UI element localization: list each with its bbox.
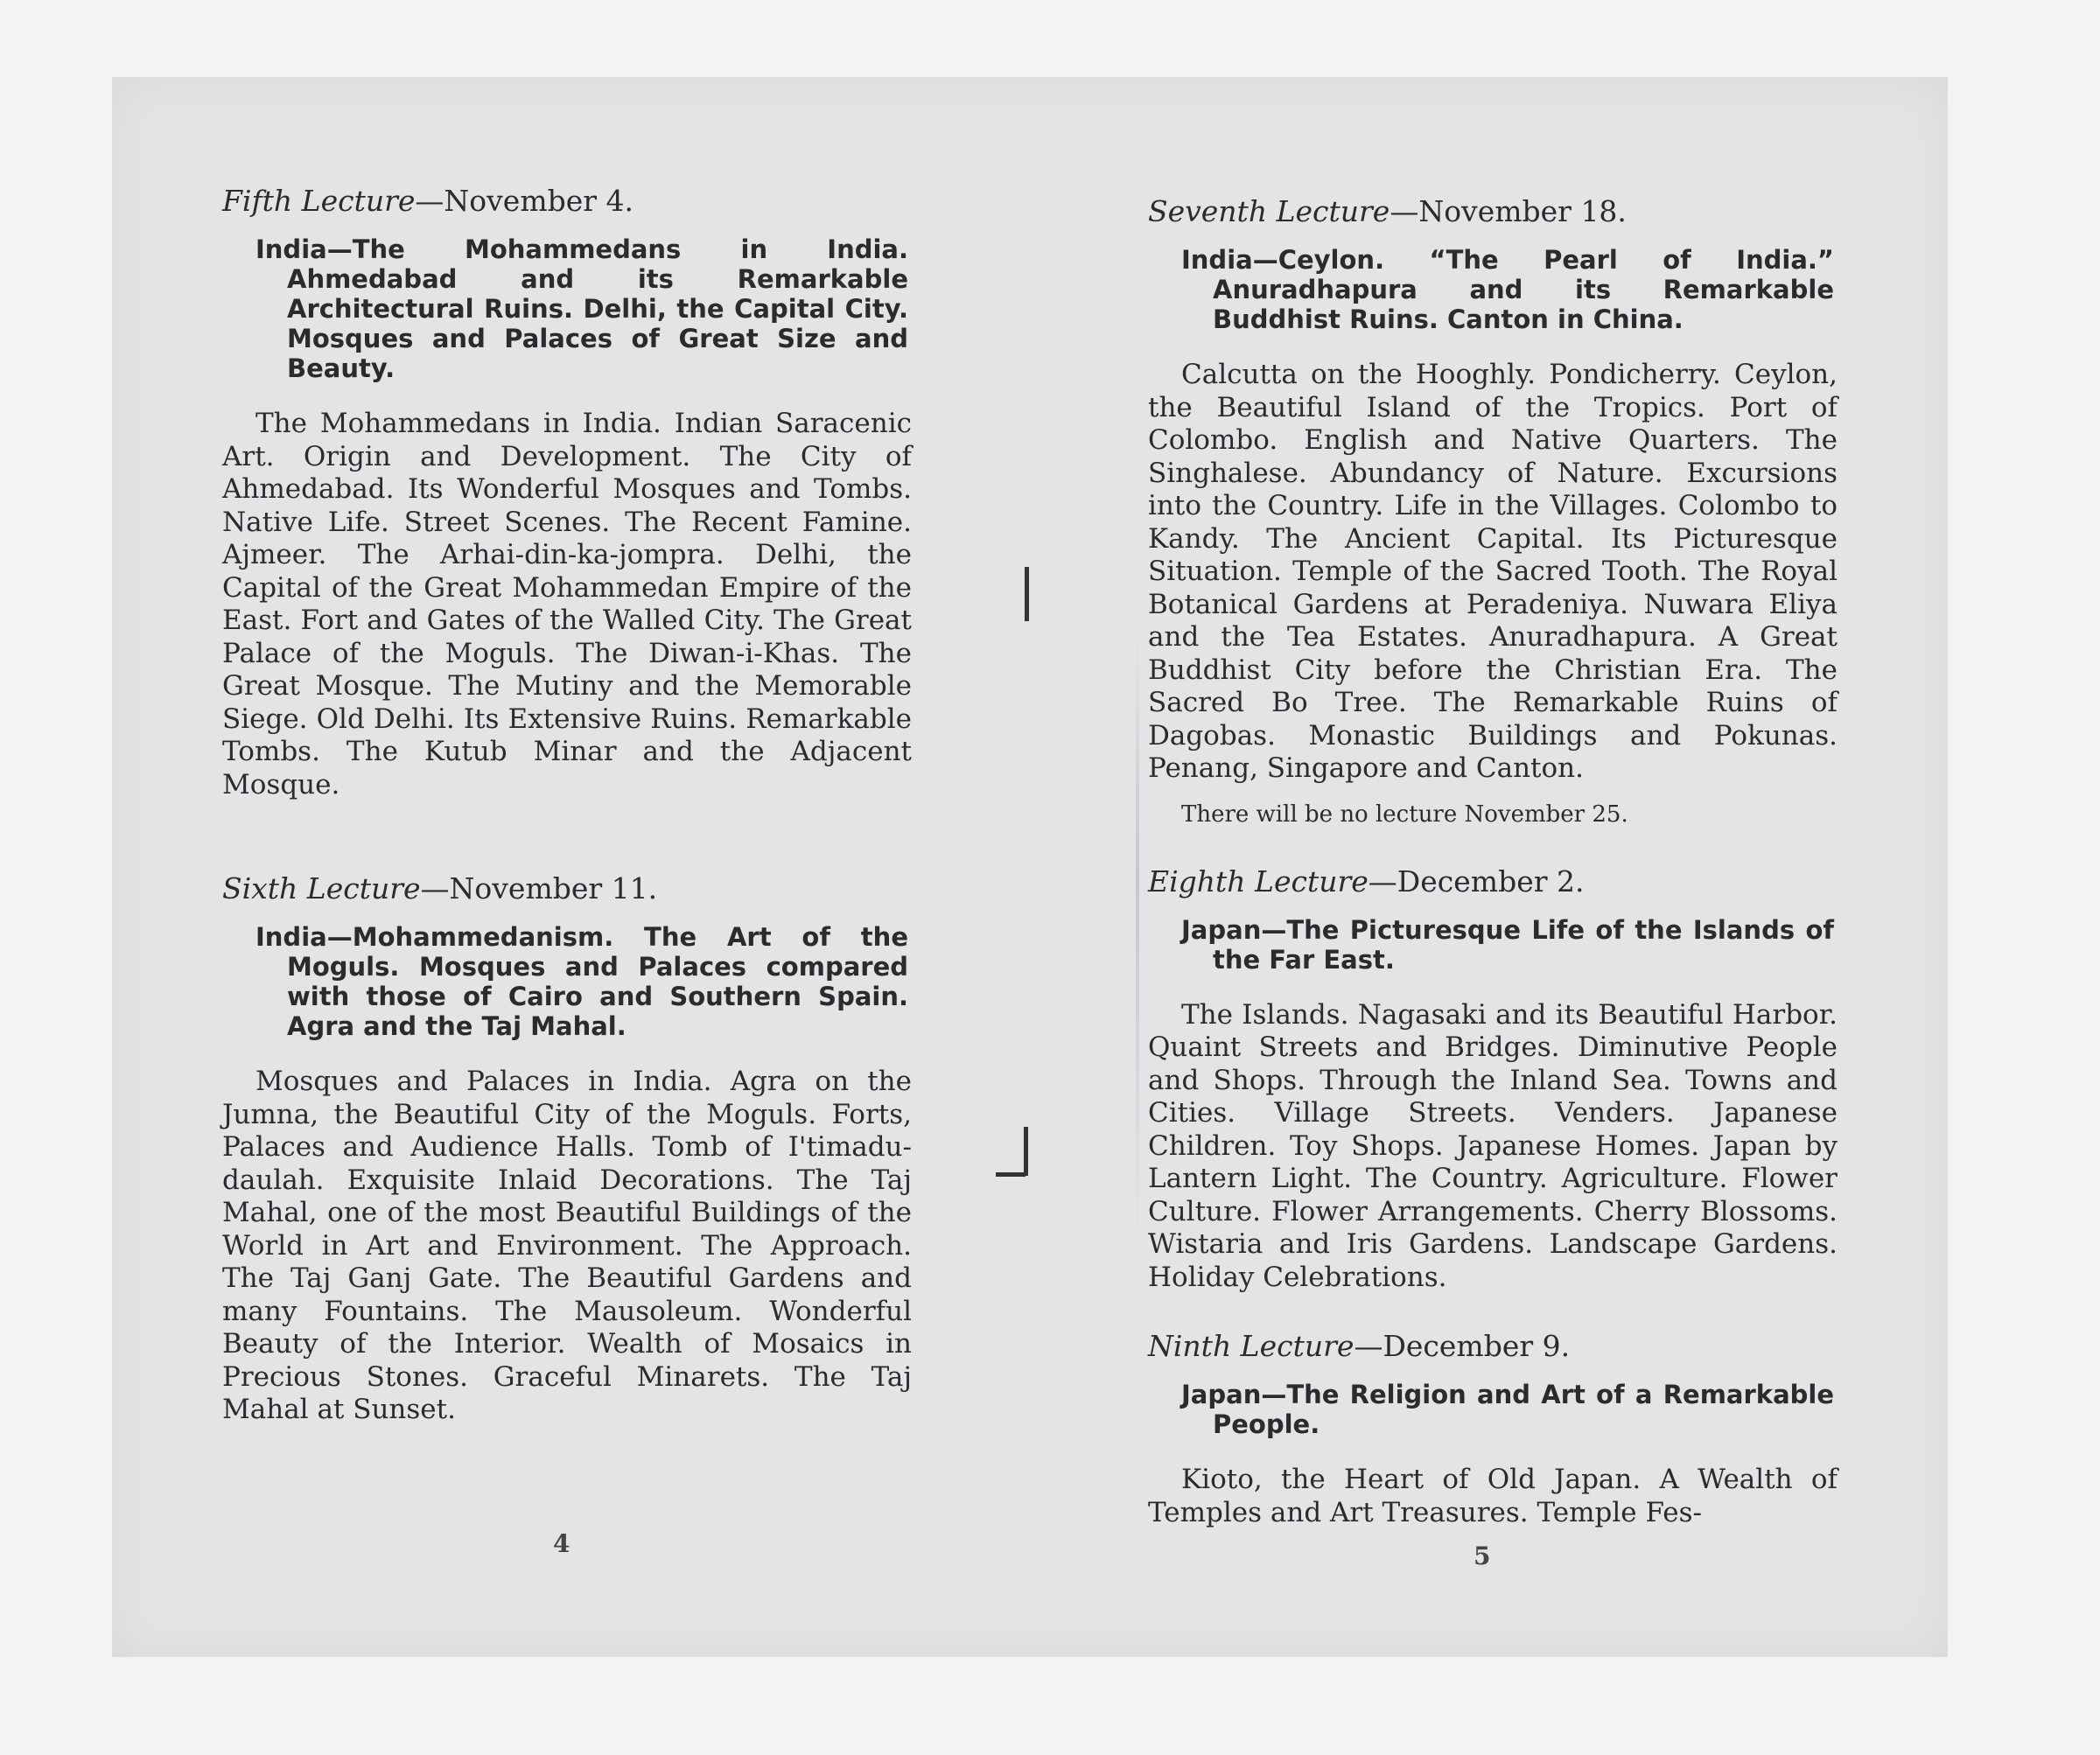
lecture-date: —December 2. xyxy=(1368,864,1585,898)
lecture-heading xyxy=(1148,1329,1838,1364)
lecture-description: Kioto, the Heart of Old Japan. A Wealth of Temples and Art Treasures. Temple Fes- xyxy=(1148,1464,1838,1528)
lecture-fifth xyxy=(222,184,912,801)
lecture-heading xyxy=(1148,194,1838,229)
lecture-description: The Islands. Nagasaki and its Beautiful Harbor. Quaint Streets and Bridges. Diminutive People and Shops. Through the Inland Sea. Towns and Cities. Village Streets. Venders. Japanese Children. Toy Shops. Japanese Homes. Japan by Lantern Light. The Country. Agriculture. Flower Culture. Flower Arrangements. Cherry Blossoms. Wistaria and Iris Gardens. Landscape Gardens. Holiday Celebrations. xyxy=(1148,998,1838,1293)
left-page xyxy=(222,184,912,1427)
lecture-topic: Japan—The Religion and Art of a Remarkable People. xyxy=(1181,1380,1834,1439)
lecture-date: —November 18. xyxy=(1390,194,1627,228)
lecture-heading xyxy=(1148,864,1838,899)
lecture-topic: India—The Mohammedans in India. Ahmedabad and its Remarkable Architectural Ruins. Delhi, the Capital City. Mosques and Palaces of Great Size and Beauty. xyxy=(256,234,908,383)
lecture-note: There will be no lecture November 25. xyxy=(1181,801,1628,828)
lecture-topic: India—Mohammedanism. The Art of the Moguls. Mosques and Palaces compared with those of Cairo and Southern Spain. Agra and the Taj Mahal. xyxy=(256,922,908,1041)
section-gap xyxy=(1148,1294,1838,1329)
lecture-seventh xyxy=(1148,194,1838,829)
lecture-ordinal: Fifth Lecture xyxy=(222,184,416,218)
lecture-date: —December 9. xyxy=(1354,1329,1571,1363)
lecture-ordinal: Sixth Lecture xyxy=(222,871,421,905)
lecture-description: Calcutta on the Hooghly. Pondicherry. Ceylon, the Beautiful Island of the Tropics. Port of Colombo. English and Native Quarters. The Singhalese. Abundancy of Nature. Excursions into the Country. Life in the Villages. Colombo to Kandy. The Ancient Capital. Its Picturesque Situation. Temple of the Sacred Tooth. The Royal Botanical Gardens at Peradeniya. Nuwara Eliya and the Tea Estates. Anuradhapura. A Great Buddhist City before the Christian Era. The Sacred Bo Tree. The Remarkable Ruins of Dagobas. Monastic Buildings and Pokunas. Penang, Singapore and Canton. xyxy=(1148,359,1838,784)
lecture-ordinal: Seventh Lecture xyxy=(1148,194,1390,228)
lecture-topic: India—Ceylon. “The Pearl of India.” Anuradhapura and its Remarkable Buddhist Ruins. Canton in China. xyxy=(1181,245,1834,334)
right-page xyxy=(1148,194,1838,1529)
lecture-ordinal: Ninth Lecture xyxy=(1148,1329,1354,1363)
staple-mark xyxy=(1024,1127,1028,1176)
page-number-left: 4 xyxy=(553,1529,570,1558)
section-gap xyxy=(1148,829,1838,864)
lecture-topic: Japan—The Picturesque Life of the Islands of the Far East. xyxy=(1181,914,1834,975)
lecture-date: —November 4. xyxy=(415,184,634,218)
lecture-ordinal: Eighth Lecture xyxy=(1148,864,1368,898)
lecture-description: Mosques and Palaces in India. Agra on the Jumna, the Beautiful City of the Moguls. Forts, Palaces and Audience Halls. Tomb of I'timadu-daulah. Exquisite Inlaid Decorations. The Taj Mahal, one of the most Beautiful Buildings of the World in Art and Environment. The Approach. The Taj Ganj Gate. The Beautiful Gardens and many Fountains. The Mausoleum. Wonderful Beauty of the Interior. Wealth of Mosaics in Precious Stones. Graceful Minarets. The Taj Mahal at Sunset. xyxy=(222,1066,912,1425)
lecture-eighth xyxy=(1148,864,1838,1295)
lecture-sixth xyxy=(222,871,912,1427)
lecture-heading xyxy=(222,184,912,219)
lecture-heading xyxy=(222,871,912,906)
lecture-date: —November 11. xyxy=(420,871,658,905)
staple-mark xyxy=(996,1172,1026,1177)
book-spine xyxy=(1136,637,1139,1241)
lecture-description: The Mohammedans in India. Indian Saracenic Art. Origin and Development. The City of Ahmedabad. Its Wonderful Mosques and Tombs. Native Life. Street Scenes. The Recent Famine. Ajmeer. The Arhai-din-ka-jompra. Delhi, the Capital of the Great Mohammedan Empire of the East. Fort and Gates of the Walled City. The Great Palace of the Moguls. The Diwan-i-Khas. The Great Mosque. The Mutiny and the Memorable Siege. Old Delhi. Its Extensive Ruins. Remarkable Tombs. The Kutub Minar and the Adjacent Mosque. xyxy=(222,408,912,801)
page-number-right: 5 xyxy=(1474,1542,1491,1570)
section-gap xyxy=(222,801,912,871)
staple-mark xyxy=(1025,567,1029,621)
lecture-ninth xyxy=(1148,1329,1838,1529)
